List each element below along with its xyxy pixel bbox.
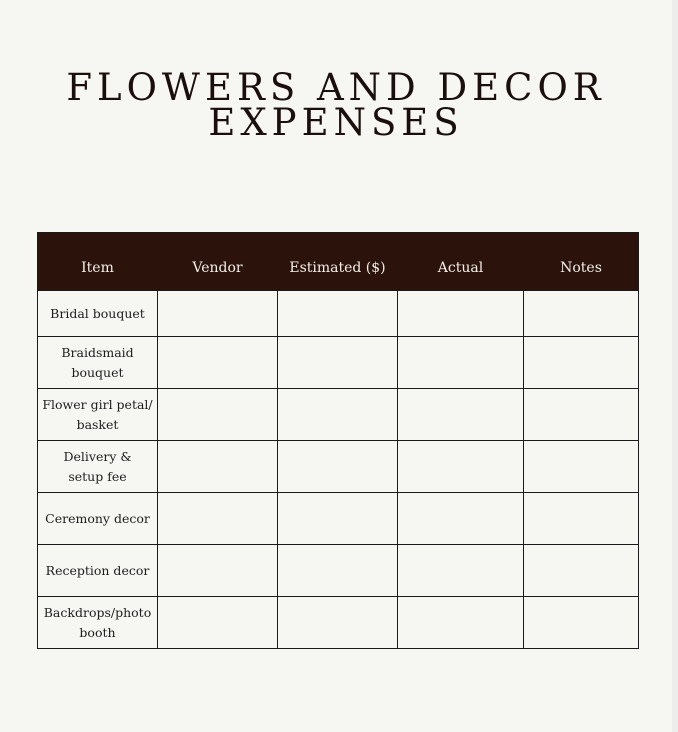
notes-cell[interactable] (524, 441, 639, 493)
actual-cell[interactable] (398, 441, 524, 493)
table-row (38, 493, 639, 545)
estimated-cell[interactable] (278, 389, 398, 441)
table-row (38, 597, 639, 649)
header-vendor: Vendor (158, 233, 278, 291)
item-cell: Bridal bouquet (38, 291, 158, 337)
table-row (38, 389, 639, 441)
notes-cell[interactable] (524, 545, 639, 597)
actual-cell[interactable] (398, 597, 524, 649)
estimated-cell[interactable] (278, 493, 398, 545)
header-actual: Actual (398, 233, 524, 291)
actual-cell[interactable] (398, 291, 524, 337)
vendor-cell[interactable] (158, 337, 278, 389)
estimated-cell[interactable] (278, 441, 398, 493)
vendor-cell[interactable] (158, 441, 278, 493)
item-cell: Reception decor (38, 545, 158, 597)
notes-cell[interactable] (524, 291, 639, 337)
table-header-row (38, 233, 639, 291)
table-row (38, 337, 639, 389)
item-cell: Delivery & setup fee (38, 441, 158, 493)
table-row (38, 291, 639, 337)
actual-cell[interactable] (398, 389, 524, 441)
item-cell: Backdrops/photo booth (38, 597, 158, 649)
estimated-cell[interactable] (278, 597, 398, 649)
vendor-cell[interactable] (158, 389, 278, 441)
estimated-cell[interactable] (278, 291, 398, 337)
estimated-cell[interactable] (278, 337, 398, 389)
expense-table (37, 232, 639, 649)
notes-cell[interactable] (524, 493, 639, 545)
header-estimated: Estimated ($) (278, 233, 398, 291)
item-cell: Braidsmaid bouquet (38, 337, 158, 389)
estimated-cell[interactable] (278, 545, 398, 597)
vendor-cell[interactable] (158, 545, 278, 597)
actual-cell[interactable] (398, 337, 524, 389)
header-notes: Notes (524, 233, 639, 291)
notes-cell[interactable] (524, 337, 639, 389)
title-line-2: EXPENSES (208, 101, 464, 144)
vendor-cell[interactable] (158, 493, 278, 545)
vendor-cell[interactable] (158, 291, 278, 337)
header-item: Item (38, 233, 158, 291)
actual-cell[interactable] (398, 493, 524, 545)
title-line-1: FLOWERS AND DECOR (66, 66, 606, 109)
page-title (0, 66, 672, 144)
vendor-cell[interactable] (158, 597, 278, 649)
item-cell: Flower girl petal/ basket (38, 389, 158, 441)
item-cell: Ceremony decor (38, 493, 158, 545)
table-row (38, 545, 639, 597)
table-row (38, 441, 639, 493)
actual-cell[interactable] (398, 545, 524, 597)
notes-cell[interactable] (524, 389, 639, 441)
notes-cell[interactable] (524, 597, 639, 649)
